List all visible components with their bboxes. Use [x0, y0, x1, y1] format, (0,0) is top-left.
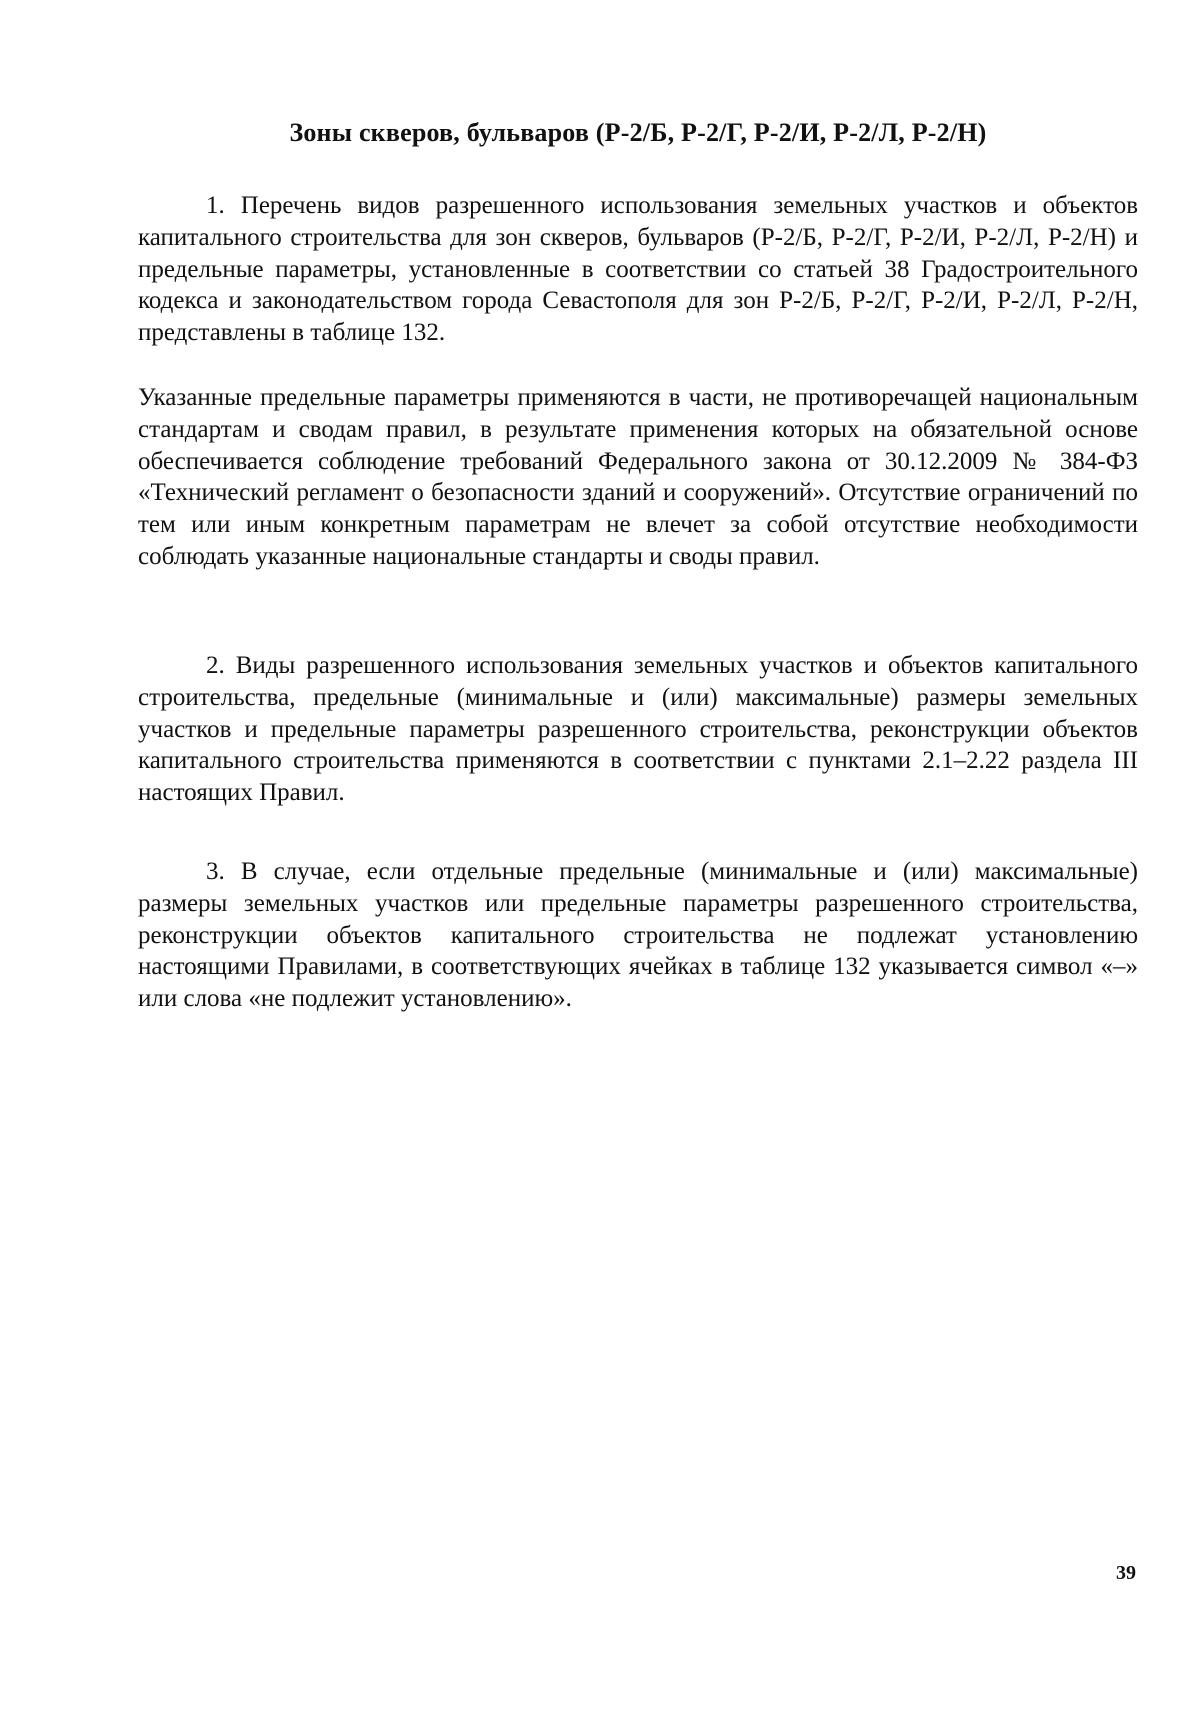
- paragraph-4: 3. В случае, если отдельные предельные (минимальные и (или) максимальные) размеры земельных участков или предельные параметры разрешенного строительства, реконструкции объектов капитального строительства не подлежат установлению настоящими Правилами, в соответствующих ячейках в таблице 132 указывается символ «–» или слова «не подлежит установлению».: [138, 858, 1138, 1013]
- paragraph-2: Указанные предельные параметры применяются в части, не противоречащей национальным стандартам и сводам правил, в результате применения которых на обязательной основе обеспечивается соблюдение требований Федерального закона от 30.12.2009 № 384-ФЗ «Технический регламент о безопасности зданий и сооружений». Отсутствие ограничений по тем или иным конкретным параметрам не влечет за собой отсутствие необходимости соблюдать указанные национальные стандарты и своды правил.: [138, 384, 1138, 570]
- paragraph-1: 1. Перечень видов разрешенного использования земельных участков и объектов капитального строительства для зон скверов, бульваров (Р-2/Б, Р-2/Г, Р-2/И, Р-2/Л, Р-2/Н) и предельные параметры, установленные в соответствии со статьей 38 Градостроительного кодекса и законодательством города Севастополя для зон Р-2/Б, Р-2/Г, Р-2/И, Р-2/Л, Р-2/Н, представлены в таблице 132.: [138, 192, 1138, 347]
- document-title: Зоны скверов, бульваров (Р-2/Б, Р-2/Г, Р-2/И, Р-2/Л, Р-2/Н): [289, 118, 987, 147]
- page-number: 39: [1116, 1562, 1136, 1584]
- paragraph-3: 2. Виды разрешенного использования земельных участков и объектов капитального строительства, предельные (минимальные и (или) максимальные) размеры земельных участков и предельные параметры разрешенного строительства, реконструкции объектов капитального строительства применяются в соответствии с пунктами 2.1–2.22 раздела III настоящих Правил.: [138, 652, 1138, 807]
